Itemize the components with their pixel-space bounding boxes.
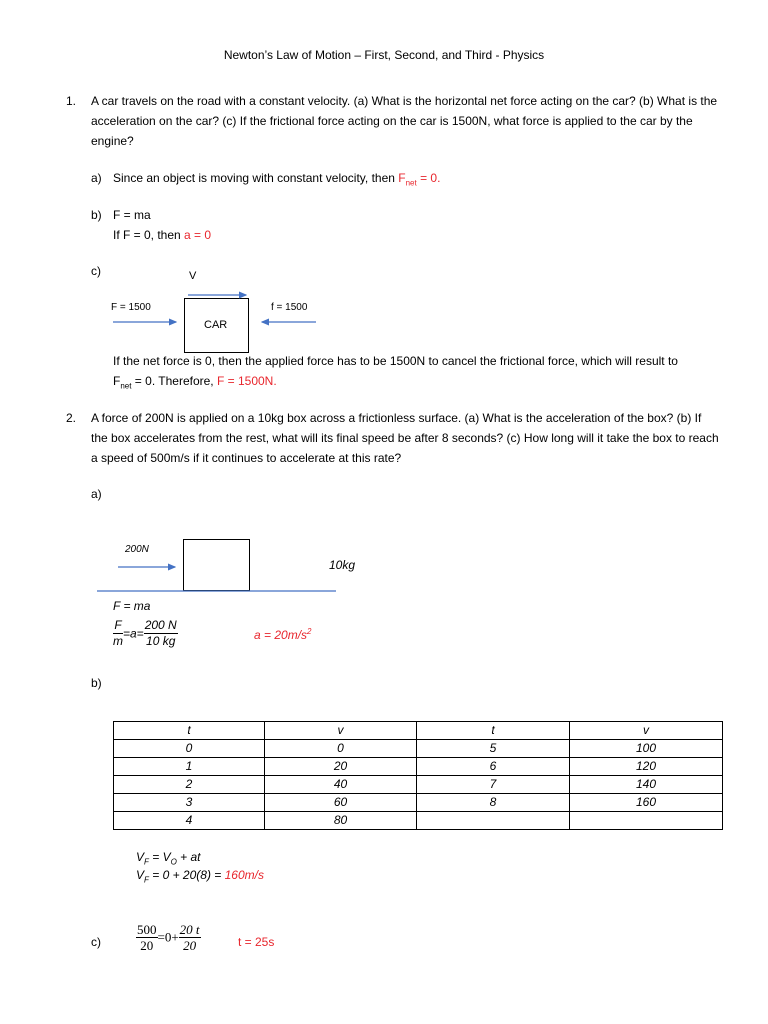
- fraction-200n-over-10kg: $\frac{200 N}{10 kg}$: [144, 618, 177, 648]
- q2-b-answer: 160m/s: [224, 868, 264, 882]
- table-row: [114, 776, 723, 794]
- table-cell: 80: [265, 812, 417, 830]
- table-cell: 0: [265, 740, 417, 758]
- table-cell: 2: [114, 776, 265, 794]
- table-cell: 5: [417, 740, 570, 758]
- fraction-20t-over-20: $\frac{20 t}{20}$: [179, 922, 200, 953]
- page-title: Newton’s Law of Motion – First, Second, and Third - Physics: [223, 48, 545, 62]
- velocity-label: V: [189, 270, 197, 282]
- table-row: [114, 794, 723, 812]
- table-header-row: [114, 722, 723, 740]
- q2-b-label: b): [91, 676, 102, 690]
- q2-c-answer: t = 25s: [238, 935, 275, 949]
- velocity-table: [113, 721, 723, 830]
- friction-force-label: f = 1500: [271, 302, 308, 313]
- question-2-number: 2.: [66, 411, 77, 425]
- q2-b-eq1: $V_F = V_O$ + at: [136, 850, 201, 867]
- q1-b-line1: F = ma: [113, 208, 151, 222]
- car-label: CAR: [204, 319, 228, 331]
- q1-c-answer: F = 1500N.: [216, 374, 277, 388]
- fraction-500-over-20: $\frac{500}{20}$: [137, 922, 157, 953]
- table-row: [114, 740, 723, 758]
- table-header: v: [265, 722, 417, 740]
- table-cell: 6: [417, 758, 570, 776]
- q1-c-label: c): [91, 264, 101, 278]
- mass-label: 10kg: [329, 558, 356, 572]
- applied-force-label: F = 1500: [111, 302, 151, 313]
- table-cell: 7: [417, 776, 570, 794]
- q1-a-label: a): [91, 171, 102, 185]
- table-cell: 0: [114, 740, 265, 758]
- table-cell: 160: [570, 794, 723, 812]
- table-cell: 1: [114, 758, 265, 776]
- table-row: [114, 758, 723, 776]
- table-cell: [417, 812, 570, 830]
- q1-b-label: b): [91, 208, 102, 222]
- table-cell: 100: [570, 740, 723, 758]
- table-cell: 140: [570, 776, 723, 794]
- question-1-text: A car travels on the road with a constant velocity. (a) What is the horizontal net force acting on the car? (b) What is the acceleration on the car? (c) If the frictional force acting on the car is 1500N, what force is applied to the car by the engine?: [91, 94, 718, 148]
- q1-b-answer: a = 0: [184, 228, 212, 242]
- table-cell: 20: [265, 758, 417, 776]
- question-2-text: A force of 200N is applied on a 10kg box across a frictionless surface. (a) What is the acceleration of the box? (b) If the box accelerates from the rest, what will its final speed be after 8 seconds? (c) How long will it take the box to reach a speed of 500m/s if it continues to accelerate at this rate?: [91, 411, 719, 465]
- question-1-number: 1.: [66, 94, 77, 108]
- table-cell: 3: [114, 794, 265, 812]
- q2-a-fraction-eq: $\frac{F}{m}$ =a= $\frac{200 N}{10 kg}$: [113, 618, 177, 648]
- fraction-f-over-m: $\frac{F}{m}$: [113, 618, 123, 648]
- table-cell: 4: [114, 812, 265, 830]
- q1-a-fnet: $F_{net} = 0$.: [398, 171, 441, 188]
- q2-b-eq2: $V_F = 0 + 20(8) = 160m/s$: [136, 868, 264, 885]
- q2-a-label: a): [91, 487, 102, 501]
- q2-c-equation: $\frac{500}{20}$ =0+ $\frac{20 t}{20}$: [137, 922, 200, 953]
- q2-a-answer: $a = 20m/s^2$: [254, 627, 312, 642]
- table-cell: 8: [417, 794, 570, 812]
- q1-b-line2: If F = 0, then a = 0: [113, 228, 212, 242]
- table-cell: 120: [570, 758, 723, 776]
- q2-a-eq1: F = ma: [113, 599, 151, 613]
- q2-c-label: c): [91, 935, 101, 949]
- q1-c-text: If the net force is 0, then the applied force has to be 1500N to cancel the frictional force, which will result to $F_{net} = 0$. Therefore, F = 1500N.: [113, 354, 678, 391]
- table-cell: 60: [265, 794, 417, 812]
- table-header: v: [570, 722, 723, 740]
- table-cell: 40: [265, 776, 417, 794]
- q1-a-text: Since an object is moving with constant velocity, then: [113, 171, 399, 185]
- table-header: t: [417, 722, 570, 740]
- table-row: [114, 812, 723, 830]
- table-header: t: [114, 722, 265, 740]
- table-cell: [570, 812, 723, 830]
- force-200n-label: 200N: [125, 544, 149, 555]
